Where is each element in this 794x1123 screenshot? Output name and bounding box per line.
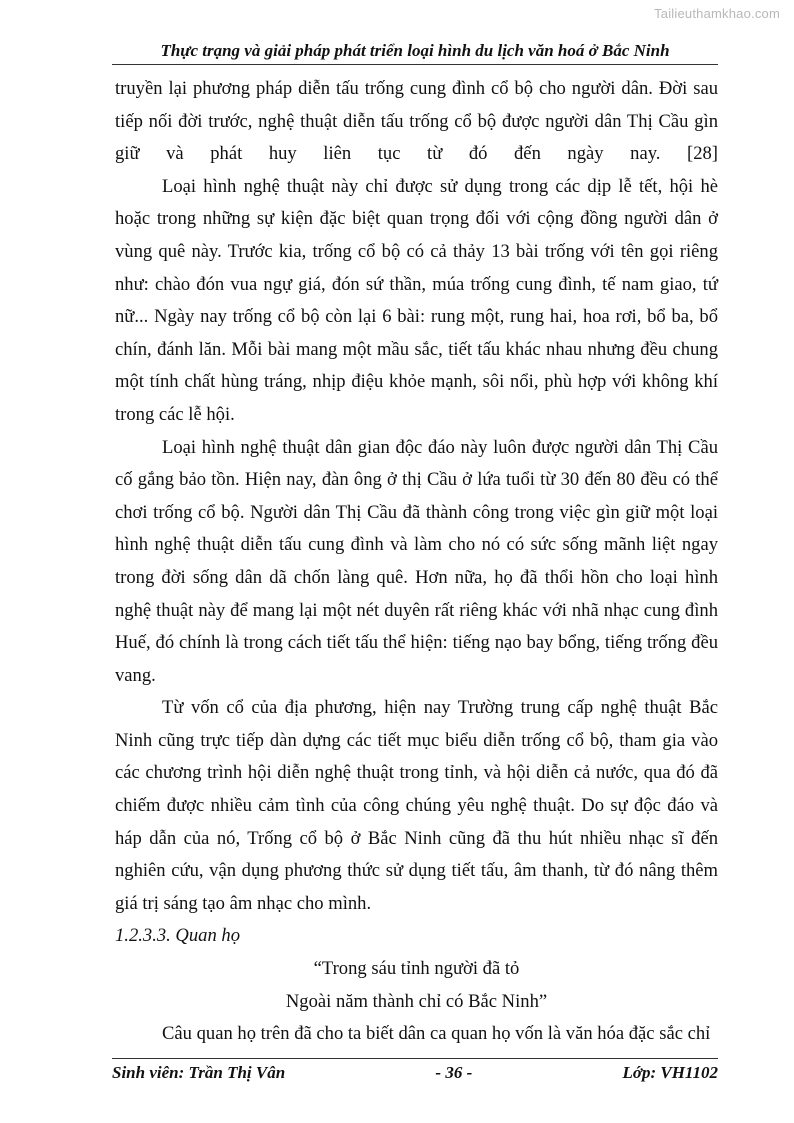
footer-student: Sinh viên: Trần Thị Vân bbox=[112, 1063, 286, 1082]
running-header: Thực trạng và giải pháp phát triển loại hình du lịch văn hoá ở Bắc Ninh bbox=[112, 40, 718, 65]
verse-line-2: Ngoài năm thành chỉ có Bắc Ninh” bbox=[285, 990, 548, 1012]
page-number: - 36 - bbox=[435, 1063, 473, 1082]
paragraph-5: Câu quan họ trên đã cho ta biết dân ca quan họ vốn là văn hóa đặc sắc chỉ bbox=[162, 1023, 711, 1045]
paragraph-2: Loại hình nghệ thuật này chỉ được sử dụng trong các dịp lễ tết, hội hè hoặc trong những sự kiện đặc biệt quan trọng đối với cộng đồng người dân ở vùng quê này. Trước kia, trống cổ bộ có cả thảy 13 bài trống với tên gọi riêng như: chào đón vua ngự giá, đón sứ thần, múa trống cung đình, tế nam giao, tứ nữ... Ngày nay trống cổ bộ còn lại 6 bài: rung một, rung hai, hoa rơi, bổ ba, bổ chín, đánh lăn. Mỗi bài mang một mầu sắc, tiết tấu khác nhau nhưng đều chung một tính chất hùng tráng, nhịp điệu khỏe mạnh, sôi nổi, phù hợp với không khí trong các lễ hội. bbox=[115, 175, 718, 425]
footer-class: Lớp: VH1102 bbox=[622, 1063, 718, 1082]
running-footer bbox=[112, 1058, 718, 1085]
paragraph-1: truyền lại phương pháp diễn tấu trống cung đình cổ bộ cho người dân. Đời sau tiếp nối đời trước, nghệ thuật diễn tấu trống cổ bộ được người dân Thị Cầu gìn giữ và phát huy liên tục từ đó đến ngày nay. [28] bbox=[115, 78, 718, 165]
paragraph-3: Loại hình nghệ thuật dân gian độc đáo này luôn được người dân Thị Cầu cố gắng bảo tồn. Hiện nay, đàn ông ở thị Cầu ở lứa tuổi từ 30 đến 80 đều có thể chơi trống cổ bộ. Người dân Thị Cầu đã thành công trong việc gìn giữ một loại hình nghệ thuật diễn tấu cung đình và làm cho nó có sức sống mãnh liệt ngay trong đời sống dân dã chốn làng quê. Hơn nữa, họ đã thổi hồn cho loại hình nghệ thuật này để mang lại một nét duyên rất riêng khác với nhã nhạc cung đình Huế, đó chính là trong cách tiết tấu thể hiện: tiếng nạo bay bổng, tiếng trống đều vang. bbox=[115, 436, 718, 686]
section-heading: 1.2.3.3. Quan họ bbox=[115, 925, 240, 947]
verse-line-1: “Trong sáu tỉnh người đã tỏ bbox=[313, 958, 520, 980]
document-body bbox=[115, 73, 718, 1051]
watermark: Tailieuthamkhao.com bbox=[654, 6, 780, 21]
paragraph-4: Từ vốn cổ của địa phương, hiện nay Trường trung cấp nghệ thuật Bắc Ninh cũng trực tiếp dàn dựng các tiết mục biểu diễn trống cổ bộ, tham gia vào các chương trình hội diễn nghệ thuật trong tỉnh, và hội diễn cả nước, qua đó đã chiếm được nhiều cảm tình của công chúng yêu nghệ thuật. Do sự độc đáo và háp dẫn của nó, Trống cổ bộ ở Bắc Ninh cũng đã thu hút nhiều nhạc sĩ đến nghiên cứu, vận dụng phương thức sử dụng tiết tấu, âm thanh, từ đó nâng thêm giá trị sáng tạo âm nhạc cho mình. bbox=[115, 697, 718, 914]
